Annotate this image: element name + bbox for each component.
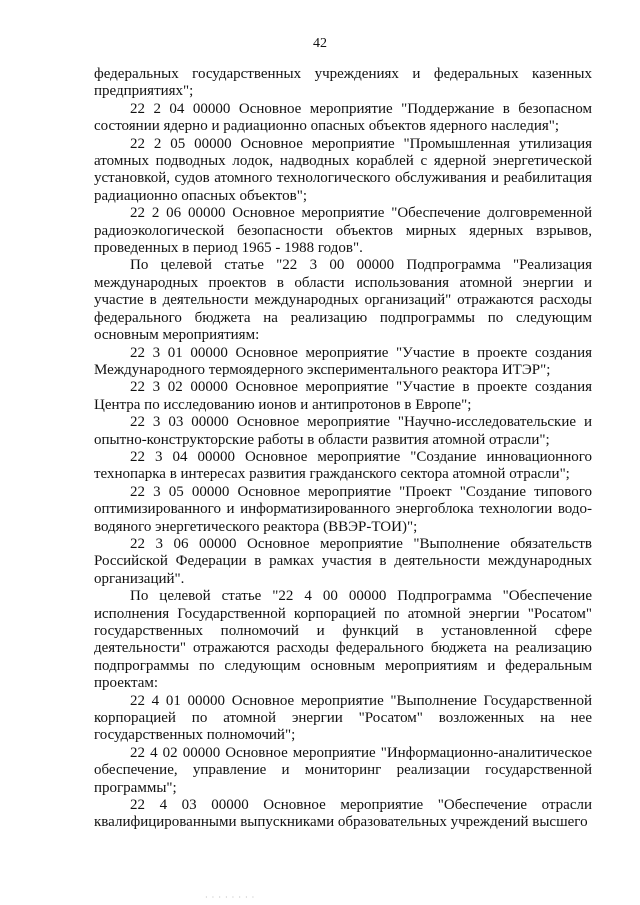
paragraph: 22 2 06 00000 Основное мероприятие "Обеспечение долговременной радиоэкологической безопасности объектов мирных ядерных взрывов, проведенных в период 1965 - 1988 годов". (94, 205, 592, 257)
paragraph: 22 3 03 00000 Основное мероприятие "Научно-исследовательские и опытно-конструкторские работы в области развития атомной отрасли"; (94, 414, 592, 448)
paragraph: По целевой статье "22 4 00 00000 Подпрограмма "Обеспечение исполнения Государственной корпорацией по атомной энергии "Росатом" государственных полномочий и функций в установленной сфере деятельности" отражаются расходы федерального бюджета на реализацию подпрограммы по следующим основным мероприятиям и федеральным проектам: (94, 588, 592, 692)
paragraph: По целевой статье "22 3 00 00000 Подпрограмма "Реализация международных проектов в области использования атомной энергии и участие в деятельности международных организаций" отражаются расходы федерального бюджета на реализацию подпрограммы по следующим основным мероприятиям: (94, 257, 592, 344)
paragraph: 22 2 05 00000 Основное мероприятие "Промышленная утилизация атомных подводных лодок, надводных кораблей с ядерной энергетической установкой, судов атомного технологического обслуживания и реабилитация радиационно опасных объектов"; (94, 135, 592, 204)
page-number: 42 (313, 36, 327, 51)
paragraph: 22 2 04 00000 Основное мероприятие "Поддержание в безопасном состоянии ядерно и радиационно опасных объектов ядерного наследия"; (94, 100, 592, 135)
paragraph: 22 3 04 00000 Основное мероприятие "Создание инновационного технопарка в интересах развития гражданского сектора атомной отрасли"; (94, 448, 592, 483)
paragraph: 22 3 02 00000 Основное мероприятие "Участие в проекте создания Центра по исследованию ионов и антипротонов в Европе"; (94, 379, 592, 413)
paragraph: 22 3 05 00000 Основное мероприятие "Проект "Создание типового оптимизированного и информатизированного энергоблока технологии водо-водяного энергетического реактора (ВВЭР-ТОИ)"; (94, 483, 592, 535)
scan-artifact: · · · · · · · · (205, 893, 256, 902)
paragraph: 22 3 06 00000 Основное мероприятие "Выполнение обязательств Российской Федерации в рамках участия в деятельности международных организаций". (94, 535, 592, 587)
paragraph: 22 4 01 00000 Основное мероприятие "Выполнение Государственной корпорацией по атомной энергии "Росатом" возложенных на нее государственных полномочий"; (94, 692, 592, 744)
paragraph: 22 4 03 00000 Основное мероприятие "Обеспечение отрасли квалифицированными выпускниками образовательных учреждений высшего (94, 797, 592, 831)
paragraph: федеральных государственных учреждениях и федеральных казенных предприятиях"; (94, 66, 592, 100)
document-body (94, 66, 592, 832)
paragraph: 22 4 02 00000 Основное мероприятие "Информационно-аналитическое обеспечение, управление и мониторинг реализации государственной программы"; (94, 744, 592, 796)
paragraph: 22 3 01 00000 Основное мероприятие "Участие в проекте создания Международного термоядерного экспериментального реактора ИТЭР"; (94, 344, 592, 378)
